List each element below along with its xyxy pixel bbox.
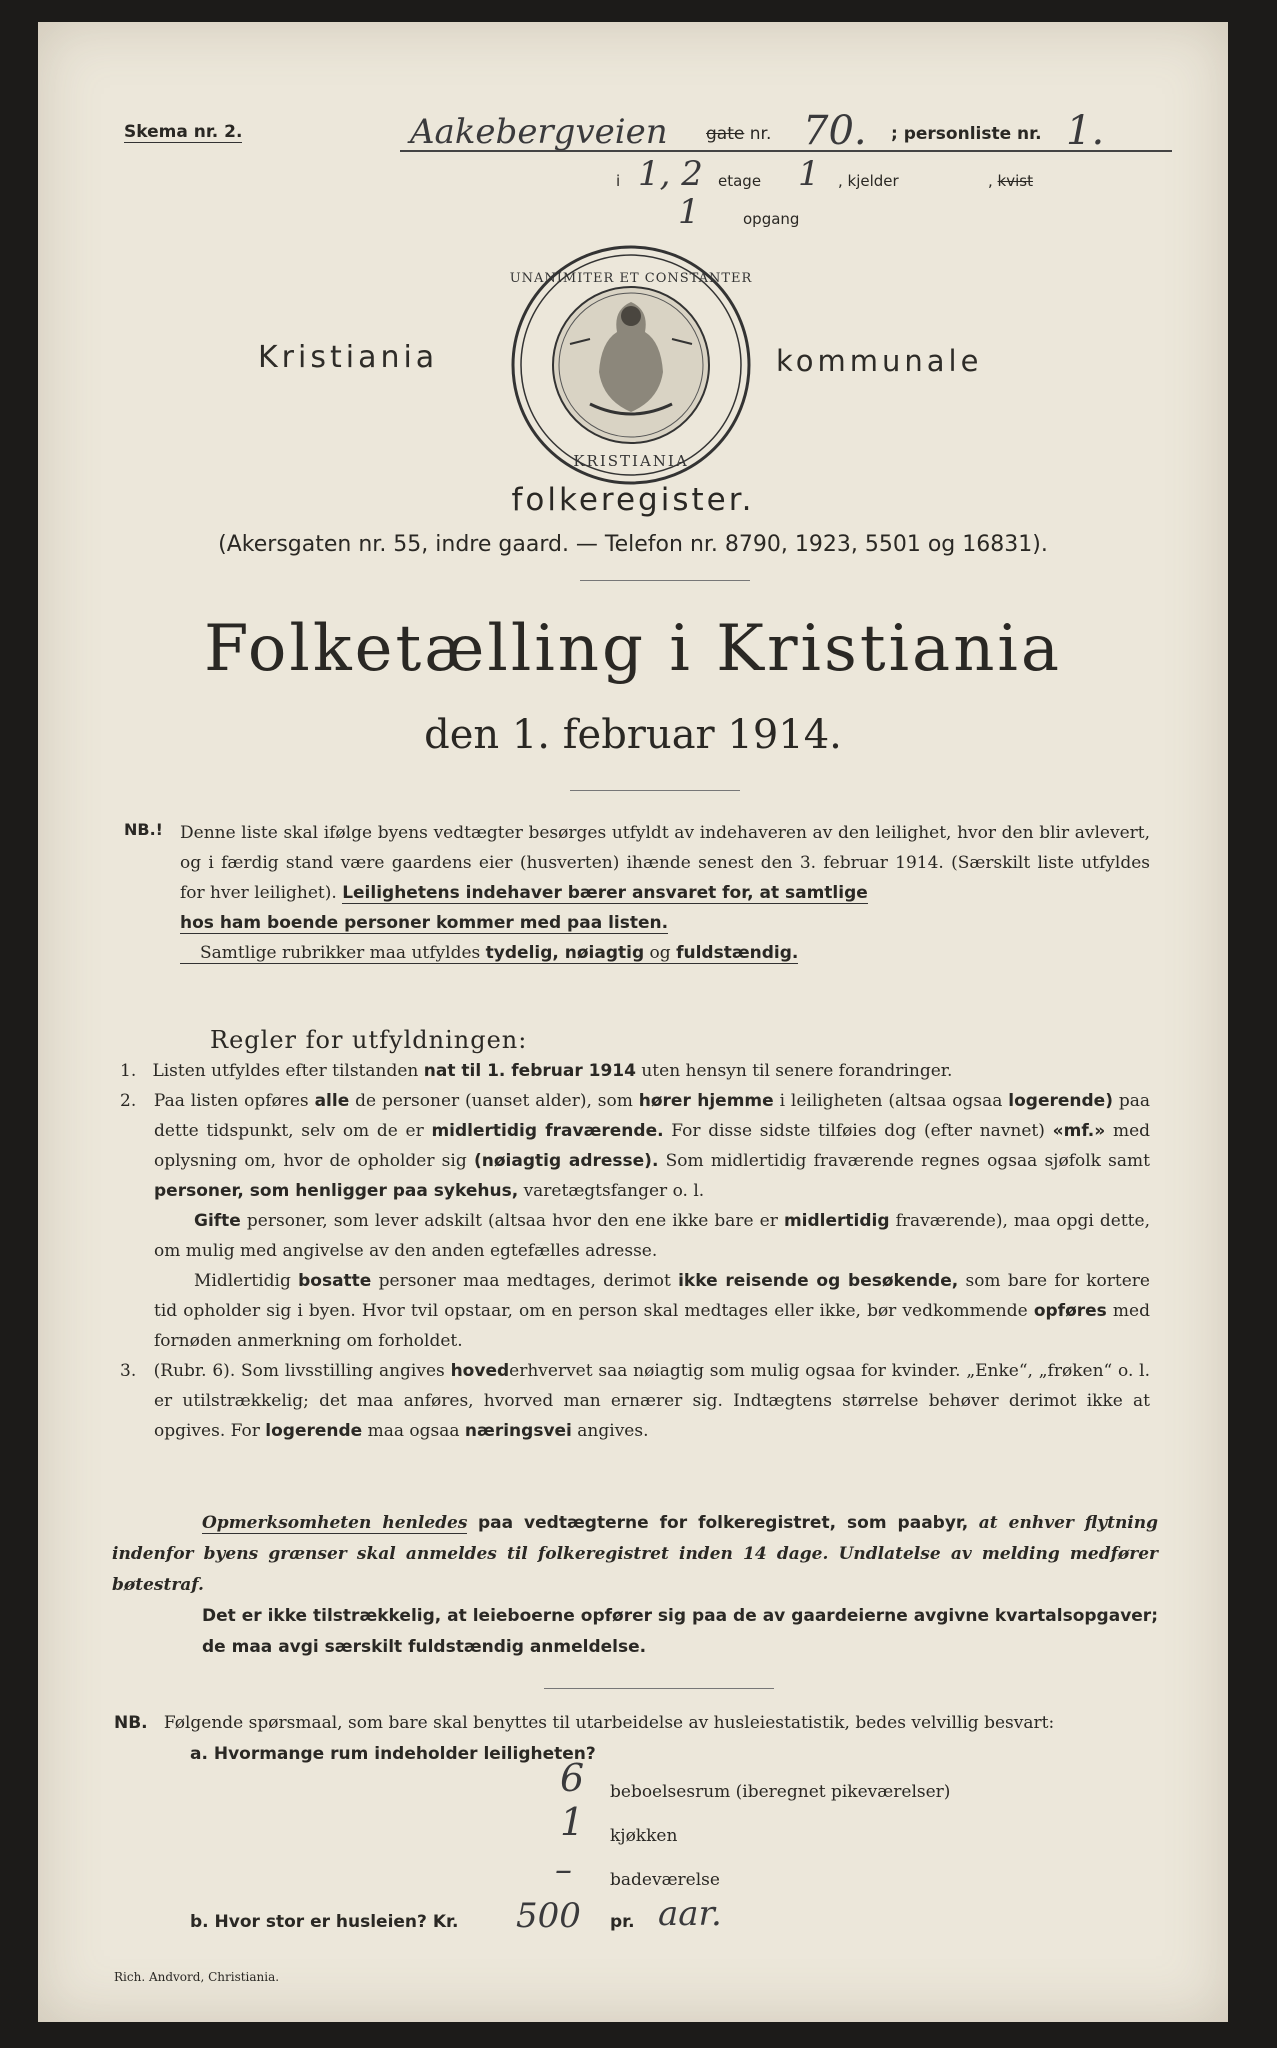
personliste-number: 1. bbox=[1066, 108, 1105, 154]
personliste-label: ; personliste nr. bbox=[891, 124, 1042, 144]
kristiania-word: Kristiania bbox=[258, 340, 439, 375]
attention-text: Opmerksomheten henledes paa vedtægterne for folkeregistret, som paabyr, at enhver flytning indenfor byens grænser skal anmeldes til folkeregistret inden 14 dage. Undlatelse av melding medfører bøtestraf. Det er ikke tilstrækkelig, at leieboerne opfører sig paa de av gaardeierne avgivne kvartalsopgaver; de maa avgi særskilt fuldstændig anmeldelse. bbox=[112, 1513, 1159, 1657]
street-handwritten: Aakebergveien bbox=[410, 112, 668, 152]
city-seal-icon bbox=[510, 244, 752, 486]
i-label: i bbox=[616, 172, 621, 190]
etage-label: etage bbox=[718, 172, 762, 190]
census-form bbox=[38, 22, 1228, 2022]
rules-text: 1. Listen utfyldes efter tilstanden nat til 1. februar 1914 uten hensyn til senere forandringer. 2. Paa listen opføres alle de personer (uanset alder), som hører hjemme i leiligheten (altsaa ogsaa logerende) paa dette tidspunkt, selv om de er midlertidig fraværende. For disse sidste tilføies dog (efter navnet) «mf.» med oplysning om, hvor de opholder sig (nøiagtig adresse). Som midlertidig fraværende regnes ogsaa sjøfolk samt personer, som henligger paa sykehus, varetægtsfanger o. l. Gifte personer, som lever adskilt (altsaa hvor den ene ikke bare er midlertidig fraværende), maa opgi dette, om mulig med angivelse av den anden egtefælles adresse. Midlertidig bosatte personer maa medtages, derimot ikke reisende og besøkende, som bare for kortere tid opholder sig i byen. Hvor tvil opstaar, om en person skal medtages eller ikke, bør vedkommende opføres med fornøden anmerkning om forholdet. 3. (Rubr. 6). Som livsstilling angives hovederhvervet saa nøiagtig som mulig ogsaa for kvinder. „Enke“, „frøken“ o. l. er utilstrækkelig; det maa anføres, hvorved man ernærer sig. Indtægtens størrelse behøver derimot ikke at opgives. For logerende maa ogsaa næringsvei angives. bbox=[120, 1061, 1151, 1441]
rooms-count: 6 bbox=[560, 1756, 585, 1800]
schema-label: Skema nr. 2. bbox=[124, 122, 243, 142]
kjelder-label: , kjelder bbox=[838, 172, 899, 190]
rooms-label: beboelsesrum (iberegnet pikeværelser) bbox=[610, 1782, 951, 1802]
printer-imprint: Rich. Andvord, Christiania. bbox=[114, 1970, 280, 1984]
svg-text:KRISTIANIA: KRISTIANIA bbox=[573, 452, 689, 470]
bathroom-label: badeværelse bbox=[610, 1870, 720, 1890]
divider-1 bbox=[580, 580, 750, 581]
opgang-label: opgang bbox=[743, 210, 800, 228]
nb2-text: NB. Følgende spørsmaal, som bare skal benyttes til utarbeidelse av husleiestatistik, bedes velvillig besvart: bbox=[114, 1713, 1055, 1733]
kitchen-count: 1 bbox=[560, 1800, 585, 1844]
house-number-handwritten: 70. bbox=[803, 108, 867, 154]
etage-value: 1, 2 bbox=[638, 154, 703, 194]
divider-3 bbox=[544, 1688, 774, 1689]
opgang-value: 1 bbox=[678, 192, 700, 232]
main-title: Folketælling i Kristiania bbox=[203, 612, 1063, 686]
kvist-label: , kvist bbox=[988, 172, 1033, 190]
kommunale-word: kommunale bbox=[776, 344, 983, 378]
rules-heading: Regler for utfyldningen: bbox=[210, 1026, 528, 1054]
rent-period: aar. bbox=[658, 1894, 722, 1934]
bathroom-count: – bbox=[555, 1850, 572, 1890]
svg-text:UNANIMITER ET CONSTANTER: UNANIMITER ET CONSTANTER bbox=[510, 271, 752, 286]
rent-amount: 500 bbox=[516, 1896, 581, 1936]
divider-2 bbox=[570, 790, 740, 791]
office-address: (Akersgaten nr. 55, indre gaard. — Telefon nr. 8790, 1923, 5501 og 16831). bbox=[218, 532, 1048, 557]
rent-per-label: pr. bbox=[610, 1912, 635, 1932]
nb-text: Denne liste skal ifølge byens vedtægter besørges utfyldt av indehaveren av den leilighet, hvor den blir avlevert, og i færdig stand være gaardens eier (husverten) ihænde senest den 3. februar 1914. (Særskilt liste utfyldes for hver leilighet). Leilighetens indehaver bærer ansvaret for, at samtlige hos ham boende personer kommer med paa listen. Samtlige rubrikker maa utfyldes tydelig, nøiagtig og fuldstændig. bbox=[180, 823, 1150, 963]
kitchen-label: kjøkken bbox=[610, 1826, 678, 1846]
gate-label: gate nr. bbox=[706, 124, 772, 144]
question-b: b. Hvor stor er husleien? Kr. bbox=[190, 1912, 459, 1932]
kjelder-value: 1 bbox=[798, 154, 820, 194]
question-a: a. Hvormange rum indeholder leiligheten? bbox=[190, 1744, 596, 1764]
folkeregister-title: folkeregister. bbox=[511, 482, 755, 518]
main-date: den 1. februar 1914. bbox=[424, 712, 842, 758]
nb-label: NB.! bbox=[124, 820, 163, 839]
